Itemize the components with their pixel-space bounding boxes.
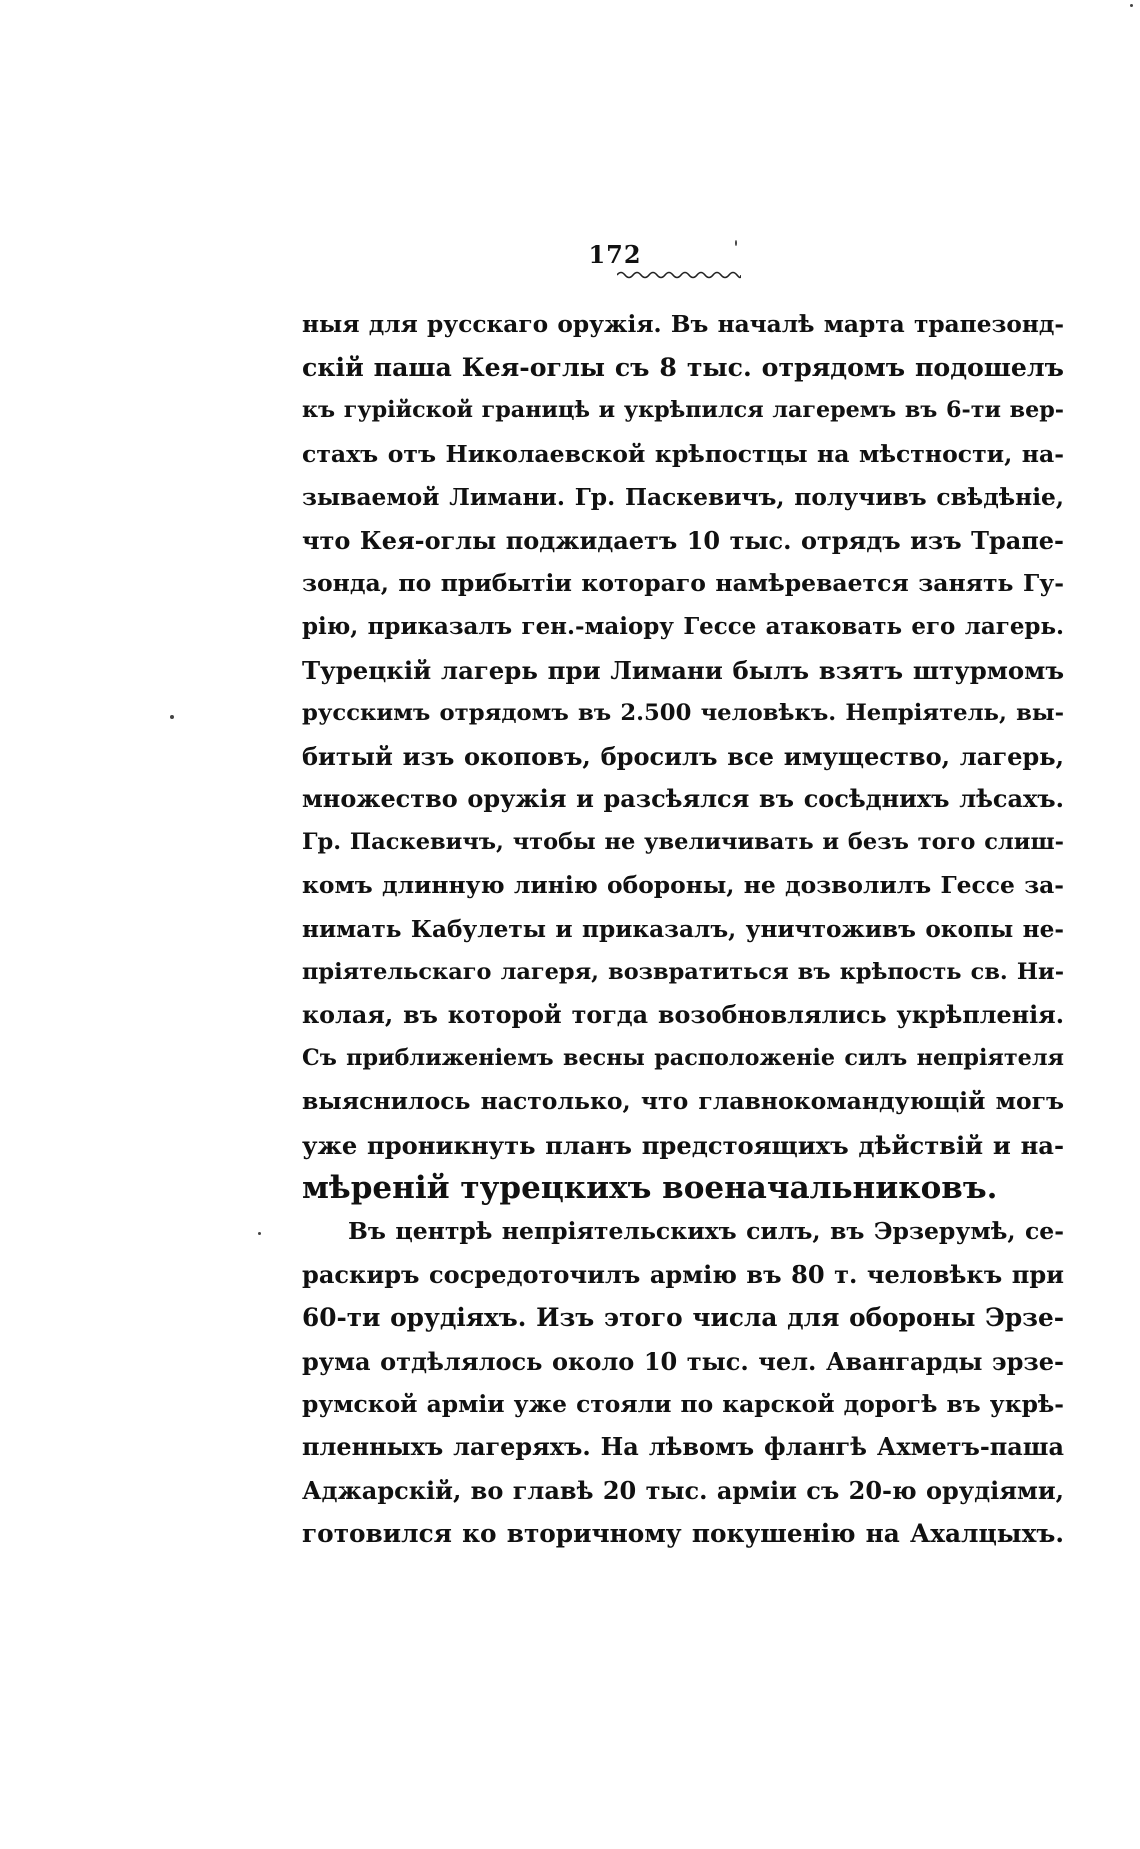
text-line: зонда, по прибытіи котораго намѣревается занять Гу- bbox=[302, 569, 1064, 598]
text-line: къ гурійской границѣ и укрѣпился лагеремъ въ 6-ти вер- bbox=[302, 397, 1064, 424]
text-line: румской арміи уже стояли по карской дорогѣ въ укрѣ- bbox=[302, 1389, 1064, 1418]
text-line: комъ длинную линію обороны, не дозволилъ Гессе за- bbox=[302, 871, 1064, 900]
text-line: ныя для русскаго оружія. Въ началѣ марта трапезонд- bbox=[302, 311, 1064, 338]
text-line: Гр. Паскевичъ, чтобы не увеличивать и безъ того слиш- bbox=[302, 829, 1064, 856]
text-line: готовился ко вторичному покушенію на Ахалцыхъ. bbox=[302, 1519, 1064, 1549]
text-line: скій паша Кея-оглы съ 8 тыс. отрядомъ подошелъ bbox=[302, 352, 1064, 383]
scan-speck bbox=[170, 715, 174, 719]
text-line: выяснилось настолько, что главнокомандующій могъ bbox=[302, 1087, 1064, 1116]
body-text bbox=[302, 303, 1064, 1555]
scan-speck bbox=[258, 1232, 261, 1235]
text-line: уже проникнуть планъ предстоящихъ дѣйствій и на- bbox=[302, 1130, 1064, 1160]
paragraph-1 bbox=[302, 303, 1064, 1210]
text-line: нимать Кабулеты и приказалъ, уничтоживъ окопы не- bbox=[302, 915, 1064, 943]
text-line: пленныхъ лагеряхъ. На лѣвомъ флангѣ Ахметъ-паша bbox=[302, 1432, 1064, 1461]
text-line: рію, приказалъ ген.-маіору Гессе атаковать его лагерь. bbox=[302, 613, 1064, 641]
text-line: зываемой Лимани. Гр. Паскевичъ, получивъ свѣдѣніе, bbox=[302, 483, 1064, 511]
text-line: пріятельскаго лагеря, возвратиться въ крѣпость св. Ни- bbox=[302, 958, 1064, 985]
text-line: Аджарскій, во главѣ 20 тыс. арміи съ 20-ю орудіями, bbox=[302, 1476, 1064, 1506]
text-line: множество оружія и разсѣялся въ сосѣднихъ лѣсахъ. bbox=[302, 785, 1064, 814]
text-line: раскиръ сосредоточилъ армію въ 80 т. человѣкъ при bbox=[302, 1260, 1064, 1290]
text-line: колая, въ которой тогда возобновлялись укрѣпленія. bbox=[302, 1001, 1064, 1029]
text-line: что Кея-оглы поджидаетъ 10 тыс. отрядъ изъ Трапе- bbox=[302, 525, 1064, 555]
scan-speck bbox=[1130, 4, 1133, 7]
page-number: 172 bbox=[588, 240, 642, 269]
wavy-rule-ornament bbox=[617, 270, 741, 280]
text-line: Съ приближеніемъ весны расположеніе силъ непріятеля bbox=[302, 1045, 1064, 1072]
text-line: мѣреній турецкихъ военачальниковъ. bbox=[302, 1169, 998, 1206]
text-line: рума отдѣлялось около 10 тыс. чел. Авангарды эрзе- bbox=[302, 1346, 1064, 1376]
text-line: Турецкій лагерь при Лимани былъ взятъ штурмомъ bbox=[302, 655, 1064, 685]
page-header bbox=[0, 240, 1140, 269]
text-line: битый изъ окоповъ, бросилъ все имущество, лагерь, bbox=[302, 741, 1064, 771]
paragraph-2 bbox=[302, 1210, 1064, 1556]
text-line: Въ центрѣ непріятельскихъ силъ, въ Эрзерумѣ, се- bbox=[348, 1216, 1064, 1245]
text-line: 60-ти орудіяхъ. Изъ этого числа для обороны Эрзе- bbox=[302, 1303, 1064, 1333]
scan-speck bbox=[735, 240, 737, 246]
text-line: стахъ отъ Николаевской крѣпостцы на мѣстности, на- bbox=[302, 439, 1064, 468]
text-line: русскимъ отрядомъ въ 2.500 человѣкъ. Непріятель, вы- bbox=[302, 699, 1064, 726]
